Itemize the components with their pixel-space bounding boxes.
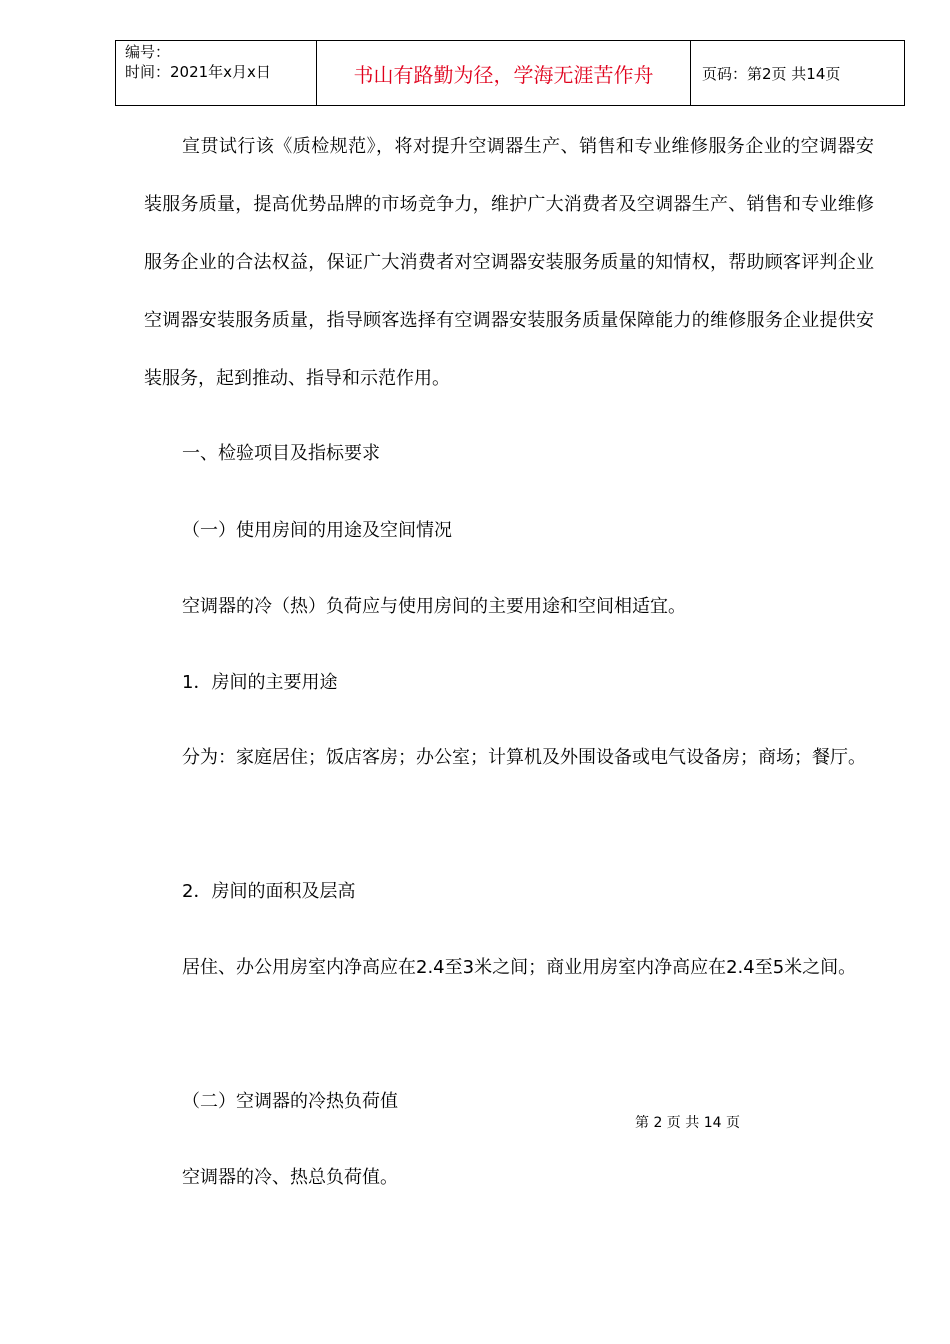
body-paragraph-load: 空调器的冷（热）负荷应与使用房间的主要用途和空间相适宜。 <box>182 596 686 617</box>
header-page-label: 页码：第2页 共14页 <box>702 64 841 83</box>
room-height-paragraph: 居住、办公用房室内净高应在2.4至3米之间；商业用房室内净高应在2.4至5米之间。 <box>182 957 857 978</box>
body-paragraph-total-load: 空调器的冷、热总负荷值。 <box>182 1167 398 1188</box>
subsection-heading-1: （一）使用房间的用途及空间情况 <box>182 520 452 541</box>
item-heading-1: 1．房间的主要用途 <box>182 672 338 693</box>
subsection-heading-2: （二）空调器的冷热负荷值 <box>182 1091 398 1112</box>
room-usage-paragraph: 分为：家庭居住；饭店客房；办公室；计算机及外围设备或电气设备房；商场；餐厅。 <box>182 747 866 768</box>
header-info-cell <box>116 41 317 105</box>
item-heading-2: 2．房间的面积及层高 <box>182 881 356 902</box>
header-motto: 书山有路勤为径，学海无涯苦作舟 <box>317 41 691 105</box>
page-footer-number: 第 2 页 共 14 页 <box>635 1115 740 1131</box>
intro-paragraph: 宣贯试行该《质检规范》，将对提升空调器生产、销售和专业维修服务企业的空调器安装服务质量，提高优势品牌的市场竞争力，维护广大消费者及空调器生产、销售和专业维修服务企业的合法权益，保证广大消费者对空调器安装服务质量的知情权，帮助顾客评判企业空调器安装服务质量，指导顾客选择有空调器安装服务质量保障能力的维修服务企业提供安装服务，起到推动、指导和示范作用。 <box>144 136 874 389</box>
page-header <box>115 40 905 106</box>
header-time-label: 时间：2021年x月x日 <box>125 63 271 81</box>
header-number-label: 编号： <box>125 43 171 61</box>
section-heading-1: 一、检验项目及指标要求 <box>182 443 380 464</box>
